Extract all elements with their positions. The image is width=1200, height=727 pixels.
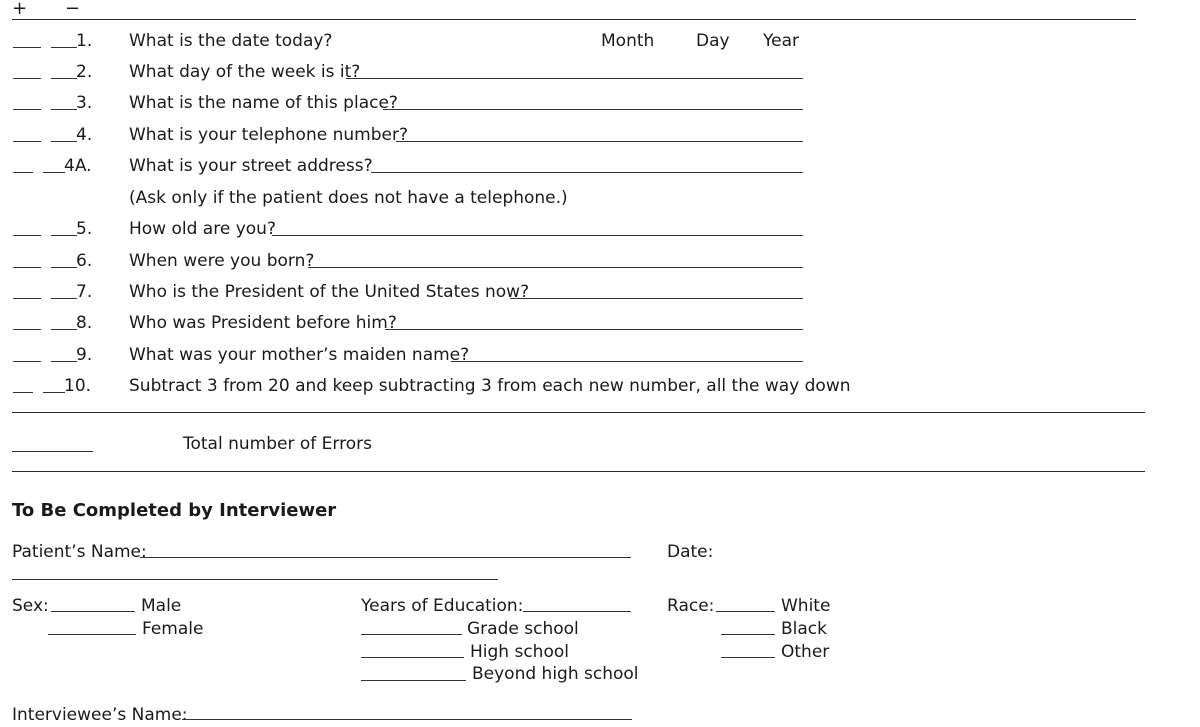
question-number: 8.: [76, 313, 93, 333]
question-text: What is your telephone number?: [129, 125, 408, 145]
question-row-4a: [0, 153, 820, 177]
error-blank[interactable]: [51, 298, 77, 299]
correct-blank[interactable]: [13, 392, 33, 393]
correct-blank[interactable]: [13, 78, 41, 79]
question-number: 4.: [76, 125, 93, 145]
interviewer-heading: To Be Completed by Interviewer: [12, 500, 337, 521]
error-blank[interactable]: [51, 329, 77, 330]
interviewee-name-label: Interviewee’s Name:: [12, 705, 188, 725]
sex-female-label: Female: [142, 619, 204, 639]
race-white-label: White: [781, 596, 831, 616]
question-number: 9.: [76, 345, 93, 365]
answer-line[interactable]: [346, 78, 803, 79]
question-number: 4A.: [64, 156, 92, 176]
error-blank[interactable]: [43, 172, 65, 173]
question-number: 3.: [76, 93, 93, 113]
correct-blank[interactable]: [13, 267, 41, 268]
race-black-blank[interactable]: [721, 634, 775, 635]
total-errors-blank[interactable]: [12, 451, 93, 452]
patient-name-field-line-2[interactable]: [12, 579, 498, 580]
question-text: Who is the President of the United States now?: [129, 282, 530, 302]
error-blank[interactable]: [51, 267, 77, 268]
question-row-1: [0, 28, 820, 52]
sex-male-blank[interactable]: [51, 611, 135, 612]
correct-blank[interactable]: [13, 361, 41, 362]
education-grade-label: Grade school: [467, 619, 579, 639]
year-label: Year: [763, 31, 799, 51]
correct-blank[interactable]: [13, 47, 41, 48]
day-label: Day: [696, 31, 730, 51]
month-label: Month: [601, 31, 655, 51]
error-blank[interactable]: [51, 361, 77, 362]
question-row-10: [0, 373, 851, 397]
patient-name-field[interactable]: [140, 557, 631, 558]
sex-female-blank[interactable]: [48, 634, 136, 635]
question-row-7: [0, 279, 820, 303]
total-errors-label: Total number of Errors: [183, 434, 372, 454]
education-high-label: High school: [470, 642, 569, 662]
question-text: What day of the week is it?: [129, 62, 361, 82]
question-text: What was your mother’s maiden name?: [129, 345, 470, 365]
answer-line[interactable]: [396, 141, 803, 142]
correct-blank[interactable]: [13, 235, 41, 236]
correct-blank[interactable]: [13, 172, 33, 173]
question-row-5: [0, 216, 820, 240]
answer-line[interactable]: [308, 267, 803, 268]
question-row-3: [0, 90, 820, 114]
error-blank[interactable]: [51, 109, 77, 110]
note-text: (Ask only if the patient does not have a telephone.): [129, 188, 568, 208]
answer-line[interactable]: [510, 298, 803, 299]
question-number: 7.: [76, 282, 93, 302]
question-row-4: [0, 122, 820, 146]
race-white-blank[interactable]: [716, 611, 775, 612]
section-rule-top: [12, 412, 1145, 413]
education-beyond-blank[interactable]: [361, 680, 466, 681]
minus-column-header: −: [65, 0, 81, 19]
question-number: 6.: [76, 251, 93, 271]
question-text: How old are you?: [129, 219, 276, 239]
date-label: Date:: [667, 542, 714, 562]
question-text: What is the date today?: [129, 31, 333, 51]
error-blank[interactable]: [51, 47, 77, 48]
header-rule: [12, 19, 1136, 20]
question-number: 5.: [76, 219, 93, 239]
plus-column-header: +: [12, 0, 28, 19]
patient-name-label: Patient’s Name:: [12, 542, 147, 562]
education-beyond-label: Beyond high school: [472, 664, 639, 684]
race-black-label: Black: [781, 619, 827, 639]
sex-label: Sex:: [12, 596, 49, 616]
race-label: Race:: [667, 596, 715, 616]
answer-line[interactable]: [272, 235, 803, 236]
question-number: 2.: [76, 62, 93, 82]
question-text: What is the name of this place?: [129, 93, 398, 113]
correct-blank[interactable]: [13, 298, 41, 299]
question-text: Who was President before him?: [129, 313, 397, 333]
question-note: [0, 185, 820, 209]
correct-blank[interactable]: [13, 329, 41, 330]
correct-blank[interactable]: [13, 141, 41, 142]
education-label: Years of Education:: [361, 596, 524, 616]
question-text: When were you born?: [129, 251, 315, 271]
race-other-blank[interactable]: [721, 657, 775, 658]
error-blank[interactable]: [43, 392, 65, 393]
section-rule-bottom: [12, 471, 1145, 472]
answer-line[interactable]: [451, 361, 803, 362]
race-other-label: Other: [781, 642, 830, 662]
sex-male-label: Male: [141, 596, 182, 616]
education-grade-blank[interactable]: [361, 634, 462, 635]
answer-line[interactable]: [385, 329, 803, 330]
error-blank[interactable]: [51, 235, 77, 236]
question-row-9: [0, 342, 820, 366]
error-blank[interactable]: [51, 78, 77, 79]
question-row-8: [0, 310, 820, 334]
question-number: 10.: [64, 376, 92, 396]
education-high-blank[interactable]: [361, 657, 464, 658]
education-years-blank[interactable]: [523, 611, 631, 612]
question-text: What is your street address?: [129, 156, 373, 176]
answer-line[interactable]: [371, 172, 803, 173]
question-row-6: [0, 248, 820, 272]
correct-blank[interactable]: [13, 109, 41, 110]
question-text: Subtract 3 from 20 and keep subtracting 3 from each new number, all the way down: [129, 376, 851, 396]
question-number: 1.: [76, 31, 93, 51]
interviewee-name-field[interactable]: [182, 719, 632, 720]
question-row-2: [0, 59, 820, 83]
error-blank[interactable]: [51, 141, 77, 142]
answer-line[interactable]: [383, 109, 803, 110]
